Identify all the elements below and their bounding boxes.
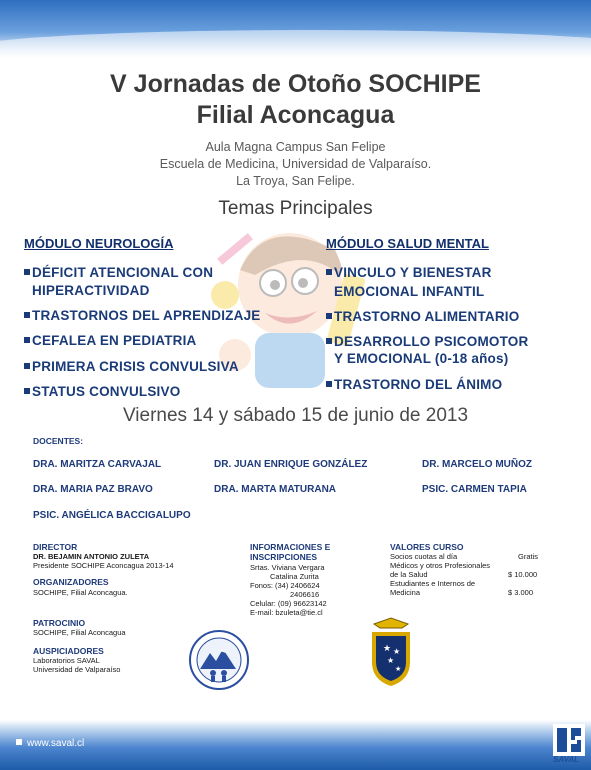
director-role: Presidente SOCHIPE Aconcagua 2013-14 — [33, 561, 174, 570]
bullet-icon — [24, 312, 30, 318]
bullet-icon — [326, 269, 332, 275]
svg-text:★: ★ — [383, 644, 392, 654]
neuro-item-label: PRIMERA CRISIS CONVULSIVA — [32, 359, 239, 374]
pediatrics-society-seal — [188, 625, 250, 695]
mental-item-label: TRASTORNO DEL ÁNIMO — [334, 377, 503, 392]
event-subtitle: Filial Aconcagua — [196, 101, 395, 129]
price-value: $ 3.000 — [508, 588, 534, 597]
neuro-item — [24, 383, 180, 401]
director-heading: DIRECTOR — [33, 542, 78, 552]
mental-item-continuation: EMOCIONAL INFANTIL — [334, 284, 485, 299]
organizers-heading: ORGANIZADORES — [33, 577, 109, 587]
mental-item-label: TRASTORNO ALIMENTARIO — [334, 309, 520, 324]
price-label: Medicina — [390, 588, 421, 597]
bullet-icon — [24, 337, 30, 343]
university-shield-logo — [368, 616, 414, 688]
mental-item — [326, 376, 502, 394]
price-label: Estudiantes e Internos de — [390, 579, 476, 588]
sponsorship-text: SOCHIPE, Filial Aconcagua — [33, 628, 126, 637]
director-name: DR. BEJAMIN ANTONIO ZULETA — [33, 552, 150, 561]
info-line: Fonos: (34) 2406624 — [250, 581, 320, 590]
docente-name: DR. MARCELO MUÑOZ — [422, 459, 532, 470]
venue-line-3: La Troya, San Felipe. — [236, 174, 355, 188]
info-email: E-mail: bzuleta@tie.cl — [250, 608, 323, 617]
svg-text:★: ★ — [393, 647, 401, 656]
header-swoosh — [0, 30, 591, 70]
docente-name: PSIC. ANGÉLICA BACCIGALUPO — [33, 510, 191, 521]
mental-health-module-heading: MÓDULO SALUD MENTAL — [326, 236, 489, 251]
bullet-icon — [24, 269, 30, 275]
price-label: Médicos y otros Profesionales — [390, 561, 491, 570]
sponsor-line: Laboratorios SAVAL — [33, 656, 100, 665]
neuro-item-label: TRASTORNOS DEL APRENDIZAJE — [32, 308, 261, 323]
bullet-icon — [326, 313, 332, 319]
pricing-heading: VALORES CURSO — [390, 542, 464, 552]
price-value: Gratis — [518, 552, 539, 561]
mental-item-continuation: Y EMOCIONAL (0-18 años) — [334, 351, 509, 366]
sponsorship-heading: PATROCINIO — [33, 618, 86, 628]
mental-item-label: DESARROLLO PSICOMOTOR — [334, 334, 529, 349]
bullet-icon — [24, 388, 30, 394]
neuro-item — [24, 307, 260, 325]
svg-text:★: ★ — [387, 656, 395, 665]
footer-band — [0, 720, 591, 770]
info-line: Srtas. Viviana Vergara — [250, 563, 325, 572]
info-line: Celular: (09) 96623142 — [250, 599, 327, 608]
venue-line-1: Aula Magna Campus San Felipe — [205, 140, 386, 154]
sponsor-line: Universidad de Valparaíso — [33, 665, 121, 674]
sponsors-heading: AUSPICIADORES — [33, 646, 104, 656]
organizers-text: SOCHIPE, Filial Aconcagua. — [33, 588, 128, 597]
mental-item-label: VINCULO Y BIENESTAR — [334, 265, 492, 280]
main-topics-heading: Temas Principales — [218, 198, 373, 219]
event-title: V Jornadas de Otoño SOCHIPE — [110, 70, 481, 98]
neuro-item-label: DÉFICIT ATENCIONAL CON — [32, 265, 214, 280]
neuro-item-continuation: HIPERACTIVIDAD — [32, 283, 150, 298]
mental-item — [326, 333, 528, 351]
neuro-item — [24, 332, 197, 350]
docente-name: PSIC. CARMEN TAPIA — [422, 484, 527, 495]
price-label: Socios cuotas al día — [390, 552, 458, 561]
docentes-heading: DOCENTES: — [33, 436, 84, 446]
info-line: Catalina Zurita — [270, 572, 319, 581]
price-label: de la Salud — [390, 570, 428, 579]
bullet-icon — [326, 381, 332, 387]
saval-brand-text: SAVAL — [553, 755, 579, 764]
neuro-item-label: CEFALEA EN PEDIATRIA — [32, 333, 197, 348]
bullet-icon — [326, 338, 332, 344]
footer-url-text: www.saval.cl — [27, 738, 85, 749]
info-line: 2406616 — [290, 590, 320, 599]
bullet-icon — [24, 363, 30, 369]
mental-item — [326, 264, 492, 282]
docente-name: DRA. MARITZA CARVAJAL — [33, 459, 162, 470]
neurology-module-heading: MÓDULO NEUROLOGÍA — [24, 236, 174, 251]
footer-link[interactable] — [16, 738, 84, 749]
price-value: $ 10.000 — [508, 570, 538, 579]
info-heading: INFORMACIONES E — [250, 542, 331, 552]
bullet-icon — [16, 739, 22, 745]
venue-line-2: Escuela de Medicina, Universidad de Valparaíso. — [159, 157, 432, 171]
mental-item — [326, 308, 519, 326]
neuro-item-label: STATUS CONVULSIVO — [32, 384, 181, 399]
event-date: Viernes 14 y sábado 15 de junio de 2013 — [122, 405, 469, 426]
docente-name: DRA. MARIA PAZ BRAVO — [33, 484, 153, 495]
docente-name: DRA. MARTA MATURANA — [214, 484, 337, 495]
svg-text:★: ★ — [395, 665, 402, 673]
info-heading: INSCRIPCIONES — [250, 552, 318, 562]
docente-name: DR. JUAN ENRIQUE GONZÁLEZ — [214, 459, 368, 470]
neuro-item — [24, 264, 213, 282]
neuro-item — [24, 358, 239, 376]
